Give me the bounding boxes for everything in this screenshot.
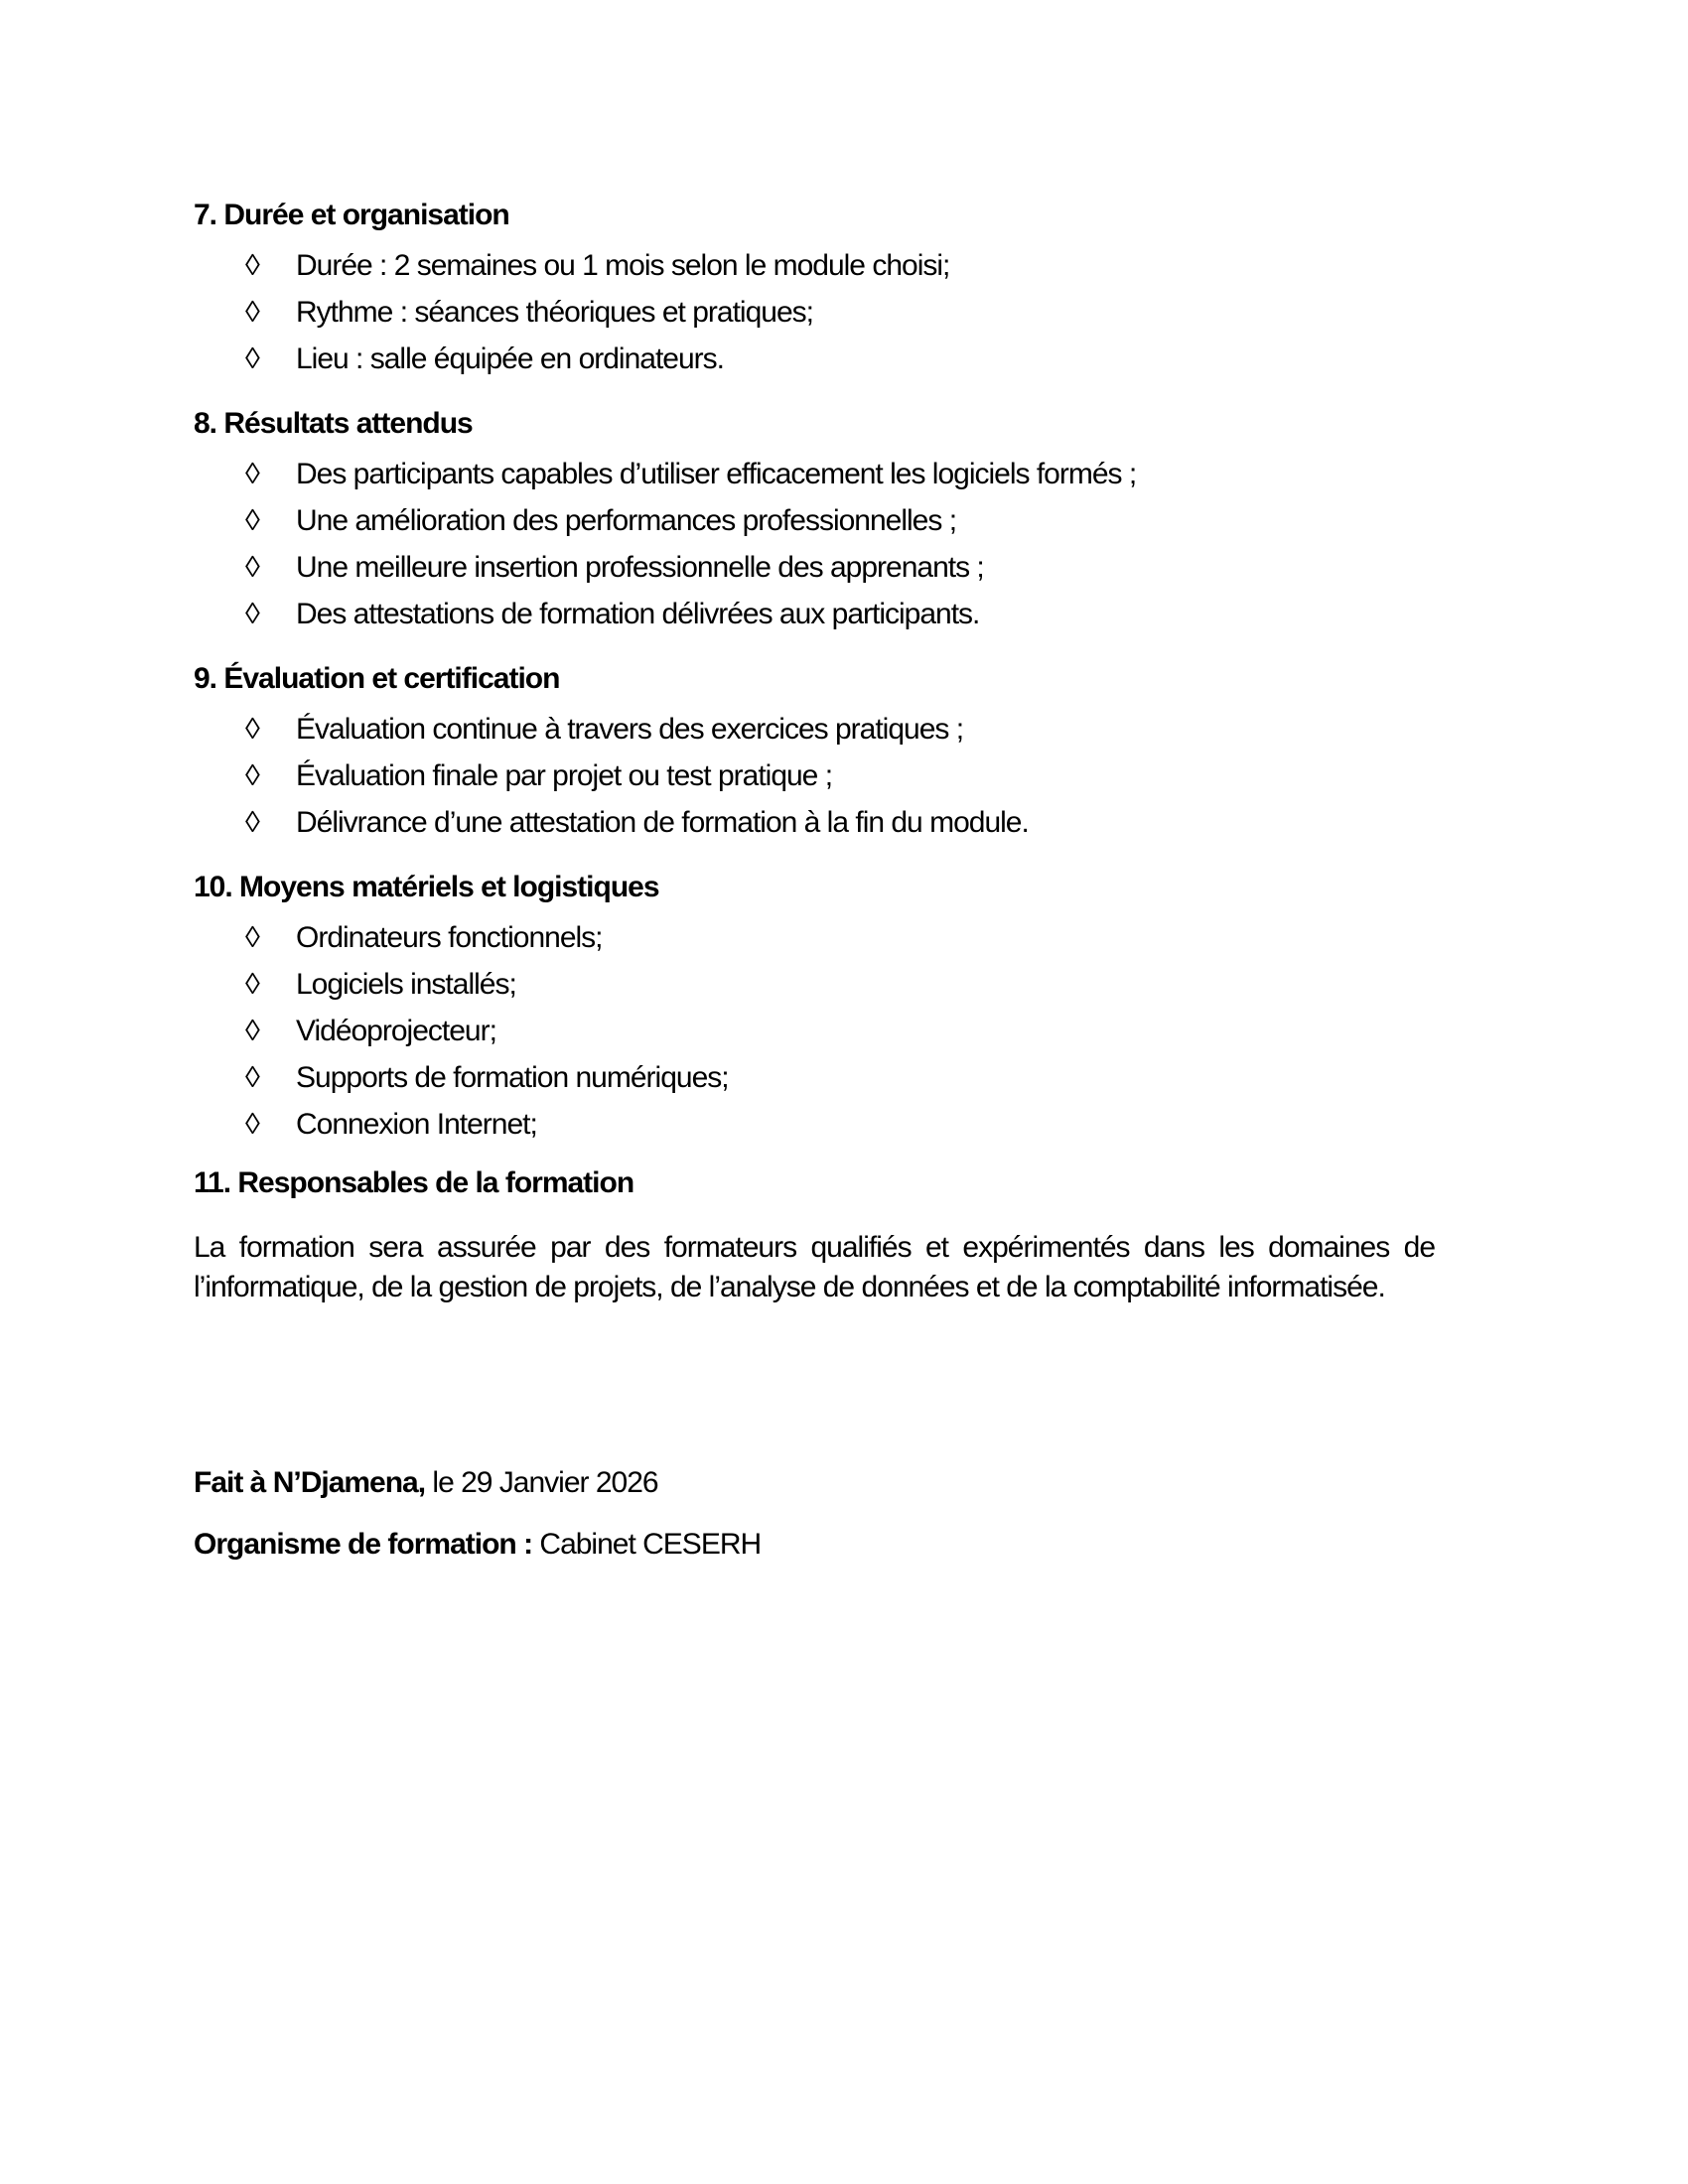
diamond-bullet-icon: ◊ [245,806,259,839]
diamond-bullet-icon: ◊ [245,921,259,954]
bullet-text: Ordinateurs fonctionnels; [296,921,603,954]
closing-organisme-value: Cabinet CESERH [532,1528,762,1561]
bullet-item [194,591,1435,637]
bullet-text: Des participants capables d’utiliser efficacement les logiciels formés ; [296,458,1137,490]
bullet-item [194,799,1435,846]
diamond-bullet-icon: ◊ [245,504,259,537]
bullet-item [194,289,1435,336]
diamond-bullet-icon: ◊ [245,1015,259,1047]
diamond-bullet-icon: ◊ [245,1108,259,1141]
closing-organisme-label: Organisme de formation : [194,1528,533,1561]
bullet-list-9 [194,706,1435,846]
bullet-item [194,961,1435,1008]
bullet-text: Supports de formation numériques; [296,1061,729,1094]
section-heading-9: 9. Évaluation et certification [194,662,560,695]
diamond-bullet-icon: ◊ [245,1061,259,1094]
bullet-item [194,544,1435,591]
bullet-list-10 [194,914,1435,1148]
diamond-bullet-icon: ◊ [245,713,259,746]
diamond-bullet-icon: ◊ [245,968,259,1001]
bullet-text: Rythme : séances théoriques et pratiques; [296,296,813,329]
diamond-bullet-icon: ◊ [245,759,259,792]
bullet-item [194,242,1435,289]
bullet-text: Évaluation continue à travers des exercices pratiques ; [296,713,964,746]
diamond-bullet-icon: ◊ [245,458,259,490]
closing-organisme [194,1521,1435,1568]
bullet-item [194,914,1435,961]
bullet-list-7 [194,242,1435,382]
bullet-text: Lieu : salle équipée en ordinateurs. [296,342,724,375]
bullet-text: Évaluation finale par projet ou test pratique ; [296,759,833,792]
bullet-item [194,1101,1435,1148]
section-heading-10: 10. Moyens matériels et logistiques [194,871,659,903]
bullet-text: Une meilleure insertion professionnelle des apprenants ; [296,551,984,584]
closing-place-date [194,1459,1435,1506]
diamond-bullet-icon: ◊ [245,342,259,375]
bullet-item [194,706,1435,752]
section-heading-11: 11. Responsables de la formation [194,1166,634,1199]
diamond-bullet-icon: ◊ [245,551,259,584]
section-heading-8: 8. Résultats attendus [194,407,473,440]
bullet-text: Connexion Internet; [296,1108,537,1141]
bullet-text: Durée : 2 semaines ou 1 mois selon le module choisi; [296,249,950,282]
bullet-item [194,1054,1435,1101]
bullet-text: Logiciels installés; [296,968,516,1001]
paragraph-line-1: La formation sera assurée par des formateurs qualifiés et expérimentés dans les domaines de [194,1231,1435,1264]
bullet-text: Une amélioration des performances professionnelles ; [296,504,957,537]
diamond-bullet-icon: ◊ [245,249,259,282]
section-heading-7: 7. Durée et organisation [194,199,509,231]
bullet-text: Délivrance d’une attestation de formation à la fin du module. [296,806,1029,839]
bullet-text: Vidéoprojecteur; [296,1015,496,1047]
bullet-item [194,336,1435,382]
responsables-paragraph [194,1228,1435,1307]
paragraph-line-2: l’informatique, de la gestion de projets, de l’analyse de données et de la comptabilité informatisée. [194,1271,1385,1303]
bullet-item [194,752,1435,799]
diamond-bullet-icon: ◊ [245,296,259,329]
bullet-item [194,1008,1435,1054]
bullet-list-8 [194,451,1435,637]
bullet-text: Des attestations de formation délivrées aux participants. [296,598,980,630]
bullet-item [194,497,1435,544]
diamond-bullet-icon: ◊ [245,598,259,630]
closing-place-bold: Fait à N’Djamena, [194,1466,426,1499]
bullet-item [194,451,1435,497]
closing-date-text: le 29 Janvier 2026 [425,1466,658,1499]
